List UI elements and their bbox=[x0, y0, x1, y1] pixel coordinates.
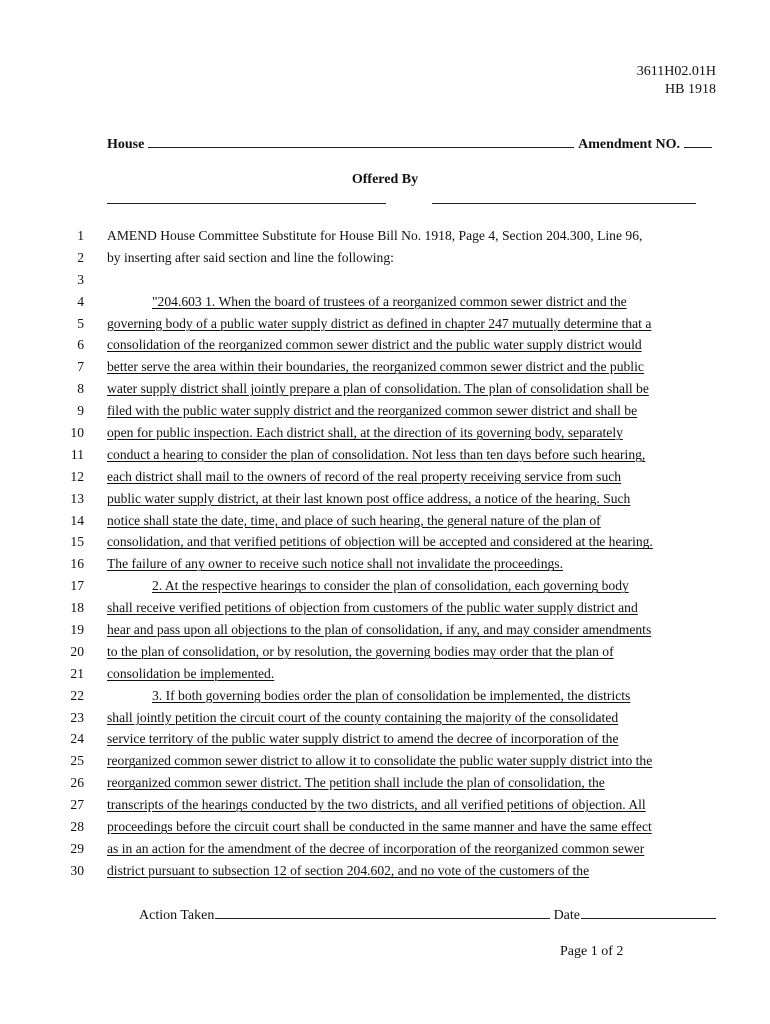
line-number: 29 bbox=[70, 840, 84, 856]
text-line bbox=[0, 510, 770, 532]
line-text: transcripts of the hearings conducted by the two districts, and all verified petitions of objection. All bbox=[107, 797, 646, 813]
house-blank-line bbox=[148, 135, 574, 148]
line-number: 8 bbox=[77, 381, 84, 397]
text-line bbox=[0, 488, 770, 510]
amendment-number-blank bbox=[684, 135, 712, 148]
line-number: 4 bbox=[77, 293, 84, 309]
line-number: 3 bbox=[77, 271, 84, 287]
line-text: conduct a hearing to consider the plan of consolidation. Not less than ten days before such hearing, bbox=[107, 446, 646, 462]
action-taken-label: Action Taken bbox=[139, 908, 215, 923]
page-number: Page 1 of 2 bbox=[560, 944, 624, 959]
text-line bbox=[0, 225, 770, 247]
text-line bbox=[0, 422, 770, 444]
text-line bbox=[0, 641, 770, 663]
text-line bbox=[0, 685, 770, 707]
line-number: 28 bbox=[70, 819, 84, 835]
line-number: 22 bbox=[70, 687, 84, 703]
line-number: 30 bbox=[70, 862, 84, 878]
line-number: 7 bbox=[77, 359, 84, 375]
date-label: Date bbox=[553, 908, 580, 923]
line-number: 5 bbox=[77, 315, 84, 331]
line-text: service territory of the public water supply district to amend the decree of incorporation of the bbox=[107, 731, 619, 747]
line-number: 20 bbox=[70, 643, 84, 659]
text-line bbox=[0, 772, 770, 794]
line-number: 1 bbox=[77, 228, 84, 243]
line-number: 21 bbox=[70, 665, 84, 681]
line-text: AMEND House Committee Substitute for House Bill No. 1918, Page 4, Section 204.300, Line 96, bbox=[107, 228, 643, 243]
line-number: 24 bbox=[70, 731, 84, 747]
line-number: 6 bbox=[77, 337, 84, 353]
line-number: 25 bbox=[70, 753, 84, 769]
line-number: 12 bbox=[70, 468, 84, 484]
line-text: as in an action for the amendment of the decree of incorporation of the reorganized common sewer bbox=[107, 840, 645, 856]
offered-by-label: Offered By bbox=[351, 172, 419, 187]
line-text: "204.603 1. When the board of trustees of a reorganized common sewer district and the bbox=[152, 293, 627, 309]
line-text: notice shall state the date, time, and place of such hearing, the general nature of the plan of bbox=[107, 512, 601, 528]
line-text: proceedings before the circuit court shall be conducted in the same manner and have the same effect bbox=[107, 819, 652, 835]
bill-number: HB 1918 bbox=[665, 82, 716, 97]
text-line bbox=[0, 269, 770, 291]
sponsor-signature-line-left bbox=[107, 203, 386, 204]
line-text: 3. If both governing bodies order the plan of consolidation be implemented, the districts bbox=[152, 687, 631, 703]
line-number: 23 bbox=[70, 709, 84, 725]
line-text: by inserting after said section and line the following: bbox=[107, 249, 394, 265]
text-line bbox=[0, 575, 770, 597]
text-line bbox=[0, 663, 770, 685]
action-taken-blank bbox=[215, 906, 549, 919]
line-text: 2. At the respective hearings to consider the plan of consolidation, each governing body bbox=[152, 578, 629, 594]
text-line bbox=[0, 313, 770, 335]
text-line bbox=[0, 707, 770, 729]
line-text: district pursuant to subsection 12 of section 204.602, and no vote of the customers of the bbox=[107, 862, 590, 878]
text-line bbox=[0, 378, 770, 400]
line-text: hear and pass upon all objections to the plan of consolidation, if any, and may consider amendments bbox=[107, 622, 652, 638]
line-number: 14 bbox=[70, 512, 84, 528]
text-line bbox=[0, 531, 770, 553]
text-line bbox=[0, 291, 770, 313]
text-line bbox=[0, 838, 770, 860]
line-number: 11 bbox=[70, 446, 84, 462]
text-line bbox=[0, 334, 770, 356]
line-number: 9 bbox=[77, 403, 84, 419]
text-line bbox=[0, 247, 770, 269]
line-number: 27 bbox=[70, 797, 84, 813]
text-line bbox=[0, 400, 770, 422]
line-text: public water supply district, at their last known post office address, a notice of the hearing. Such bbox=[107, 490, 631, 506]
line-text: filed with the public water supply district and the reorganized common sewer district and shall be bbox=[107, 403, 638, 419]
line-number: 18 bbox=[70, 600, 84, 616]
line-text: reorganized common sewer district to allow it to consolidate the public water supply district into the bbox=[107, 753, 653, 769]
text-line bbox=[0, 597, 770, 619]
line-text: shall jointly petition the circuit court of the county containing the majority of the consolidated bbox=[107, 709, 619, 725]
text-line bbox=[0, 816, 770, 838]
line-text: each district shall mail to the owners of record of the real property receiving service from such bbox=[107, 468, 622, 484]
line-number: 2 bbox=[77, 249, 84, 265]
line-text: shall receive verified petitions of objection from customers of the public water supply district and bbox=[107, 600, 638, 616]
line-number: 26 bbox=[70, 775, 84, 791]
line-number: 19 bbox=[70, 622, 84, 638]
amendment-text-lines bbox=[0, 225, 770, 882]
line-text: consolidation be implemented. bbox=[107, 665, 275, 681]
line-number: 13 bbox=[70, 490, 84, 506]
line-text: governing body of a public water supply district as defined in chapter 247 mutually determine that a bbox=[107, 315, 652, 331]
line-number: 10 bbox=[70, 425, 84, 441]
line-number: 17 bbox=[70, 578, 84, 594]
amendment-header-row bbox=[107, 135, 712, 154]
text-line bbox=[0, 750, 770, 772]
date-blank bbox=[581, 906, 716, 919]
text-line bbox=[0, 619, 770, 641]
action-taken-row bbox=[139, 906, 716, 925]
line-text: The failure of any owner to receive such notice shall not invalidate the proceedings. bbox=[107, 556, 563, 572]
text-line bbox=[0, 794, 770, 816]
sponsor-signature-line-right bbox=[432, 203, 696, 204]
line-text: to the plan of consolidation, or by resolution, the governing bodies may order that the plan of bbox=[107, 643, 614, 659]
text-line bbox=[0, 553, 770, 575]
house-label: House bbox=[107, 137, 145, 152]
text-line bbox=[0, 728, 770, 750]
line-text: water supply district shall jointly prepare a plan of consolidation. The plan of consolidation shall be bbox=[107, 381, 649, 397]
line-number: 16 bbox=[70, 556, 84, 572]
amendment-number-label: Amendment NO. bbox=[578, 137, 680, 152]
line-text: better serve the area within their boundaries, the reorganized common sewer district and the public bbox=[107, 359, 644, 375]
bill-code: 3611H02.01H bbox=[636, 64, 716, 79]
line-text: consolidation of the reorganized common sewer district and the public water supply district would bbox=[107, 337, 642, 353]
line-text: reorganized common sewer district. The petition shall include the plan of consolidation, the bbox=[107, 775, 605, 791]
text-line bbox=[0, 466, 770, 488]
line-text: open for public inspection. Each district shall, at the direction of its governing body, separately bbox=[107, 425, 623, 441]
text-line bbox=[0, 860, 770, 882]
text-line bbox=[0, 444, 770, 466]
document-header-codes bbox=[637, 63, 716, 99]
text-line bbox=[0, 356, 770, 378]
line-text: consolidation, and that verified petitions of objection will be accepted and considered at the hearing. bbox=[107, 534, 653, 550]
line-number: 15 bbox=[70, 534, 84, 550]
